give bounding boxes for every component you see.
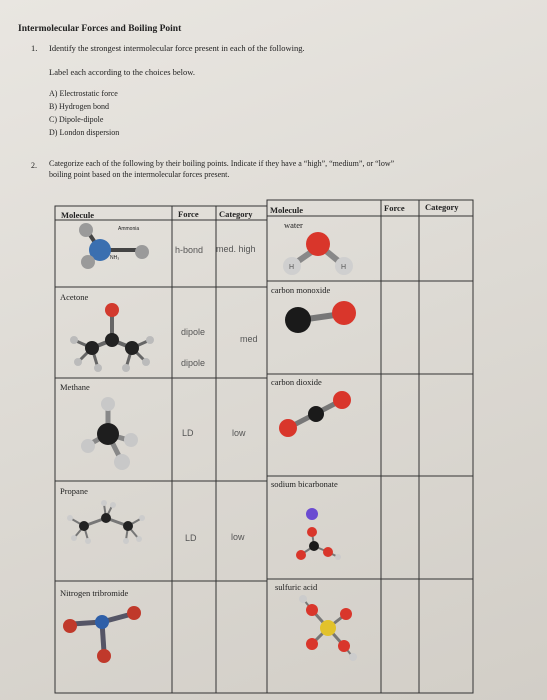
hydrogen-atom-icon bbox=[110, 502, 116, 508]
molecule-name: Methane bbox=[60, 382, 90, 392]
hydrogen-atom-icon bbox=[299, 595, 307, 603]
header-molecule-right: Molecule bbox=[270, 205, 304, 215]
methane-model bbox=[78, 392, 148, 476]
answer-force[interactable]: LD bbox=[182, 428, 194, 438]
carbon-atom-icon bbox=[123, 521, 133, 531]
oxygen-atom-icon bbox=[296, 550, 306, 560]
question1-number: 1. bbox=[31, 43, 38, 53]
oxygen-atom-icon bbox=[338, 640, 350, 652]
header-category-right: Category bbox=[425, 202, 459, 212]
hydrogen-atom-icon bbox=[81, 439, 95, 453]
question2-number: 2. bbox=[31, 161, 37, 170]
hydrogen-atom-icon bbox=[114, 454, 130, 470]
molecule-name: Acetone bbox=[60, 292, 89, 302]
header-category-left: Category bbox=[219, 209, 253, 219]
sodium-atom-icon bbox=[306, 508, 318, 520]
oxygen-atom-icon bbox=[323, 547, 333, 557]
choice-c: C) Dipole-dipole bbox=[49, 115, 104, 124]
answer-force[interactable]: dipole bbox=[181, 327, 206, 337]
water-model bbox=[272, 226, 372, 280]
answer-force[interactable]: h-bond bbox=[175, 245, 204, 255]
sulfuric-acid-model bbox=[290, 594, 368, 666]
oxygen-atom-icon bbox=[306, 604, 318, 616]
molecule-name: Propane bbox=[60, 486, 88, 496]
molecule-name: Nitrogen tribromide bbox=[60, 588, 129, 598]
question2-line2: boiling point based on the intermolecular forces present. bbox=[49, 170, 230, 179]
header-force-left: Force bbox=[178, 209, 199, 219]
carbon-atom-icon bbox=[308, 406, 324, 422]
hydrogen-atom-icon bbox=[142, 358, 150, 366]
hydrogen-label: H bbox=[289, 264, 295, 271]
acetone-model bbox=[62, 298, 162, 376]
hydrogen-atom-icon bbox=[94, 364, 102, 372]
oxygen-atom-icon bbox=[307, 527, 317, 537]
molecule-name: carbon monoxide bbox=[271, 285, 331, 295]
sulfur-atom-icon bbox=[320, 620, 336, 636]
ammonia-formula: NH₃ bbox=[110, 255, 120, 261]
choice-d: D) London dispersion bbox=[49, 128, 120, 137]
bromine-atom-icon bbox=[97, 649, 111, 663]
answer-category[interactable]: med bbox=[240, 334, 258, 344]
oxygen-atom-icon bbox=[340, 608, 352, 620]
hydrogen-atom-icon bbox=[349, 653, 357, 661]
bromine-atom-icon bbox=[127, 606, 141, 620]
propane-model bbox=[64, 496, 150, 552]
choice-a: A) Electrostatic force bbox=[49, 89, 118, 98]
sodium-bicarbonate-model bbox=[290, 504, 354, 566]
nitrogen-atom-icon bbox=[95, 615, 109, 629]
answer-category[interactable]: low bbox=[232, 428, 246, 438]
molecule-name: carbon dioxide bbox=[271, 377, 322, 387]
carbon-dioxide-model bbox=[276, 390, 356, 440]
choice-b: B) Hydrogen bond bbox=[49, 102, 109, 111]
worksheet-title: Intermolecular Forces and Boiling Point bbox=[18, 24, 182, 34]
answer-force[interactable]: LD bbox=[185, 533, 197, 543]
oxygen-atom-icon bbox=[105, 303, 119, 317]
hydrogen-atom-icon bbox=[85, 538, 91, 544]
hydrogen-atom-icon bbox=[101, 397, 115, 411]
oxygen-atom-icon bbox=[306, 232, 330, 256]
carbon-atom-icon bbox=[105, 333, 119, 347]
hydrogen-label: H bbox=[341, 264, 347, 271]
header-molecule-left: Molecule bbox=[61, 210, 95, 220]
carbon-atom-icon bbox=[97, 423, 119, 445]
oxygen-atom-icon bbox=[279, 419, 297, 437]
nitrogen-tribromide-model bbox=[62, 604, 146, 664]
hydrogen-atom-icon bbox=[139, 515, 145, 521]
hydrogen-atom-icon bbox=[146, 336, 154, 344]
bromine-atom-icon bbox=[63, 619, 77, 633]
ammonia-model bbox=[58, 220, 170, 286]
molecule-name: water bbox=[284, 220, 303, 230]
carbon-atom-icon bbox=[101, 513, 111, 523]
hydrogen-atom-icon bbox=[122, 364, 130, 372]
carbon-atom-icon bbox=[125, 341, 139, 355]
oxygen-atom-icon bbox=[333, 391, 351, 409]
hydrogen-atom-icon bbox=[81, 255, 95, 269]
answer-force[interactable]: dipole bbox=[181, 358, 206, 368]
hydrogen-atom-icon bbox=[71, 535, 77, 541]
hydrogen-atom-icon bbox=[123, 538, 129, 544]
question1-subtext: Label each according to the choices below. bbox=[49, 67, 196, 77]
question1-text: Identify the strongest intermolecular force present in each of the following. bbox=[49, 43, 305, 53]
oxygen-atom-icon bbox=[332, 301, 356, 325]
ammonia-label: Ammonia bbox=[118, 226, 140, 232]
hydrogen-atom-icon bbox=[79, 223, 93, 237]
carbon-atom-icon bbox=[85, 341, 99, 355]
hydrogen-atom-icon bbox=[335, 554, 341, 560]
carbon-atom-icon bbox=[309, 541, 319, 551]
hydrogen-atom-icon bbox=[135, 245, 149, 259]
molecule-name: sodium bicarbonate bbox=[271, 479, 338, 489]
answer-category[interactable]: med. high bbox=[216, 244, 256, 254]
carbon-monoxide-model bbox=[280, 296, 370, 340]
answer-category[interactable]: low bbox=[231, 532, 245, 542]
carbon-atom-icon bbox=[285, 307, 311, 333]
hydrogen-atom-icon bbox=[136, 536, 142, 542]
molecule-name: sulfuric acid bbox=[275, 582, 318, 592]
hydrogen-atom-icon bbox=[74, 358, 82, 366]
hydrogen-atom-icon bbox=[67, 515, 73, 521]
carbon-atom-icon bbox=[79, 521, 89, 531]
hydrogen-atom-icon bbox=[101, 500, 107, 506]
oxygen-atom-icon bbox=[306, 638, 318, 650]
question2-line1: Categorize each of the following by their boiling points. Indicate if they have a “high”, “medium”, or “low” bbox=[49, 159, 395, 168]
hydrogen-atom-icon bbox=[124, 433, 138, 447]
hydrogen-atom-icon bbox=[70, 336, 78, 344]
header-force-right: Force bbox=[384, 203, 405, 213]
